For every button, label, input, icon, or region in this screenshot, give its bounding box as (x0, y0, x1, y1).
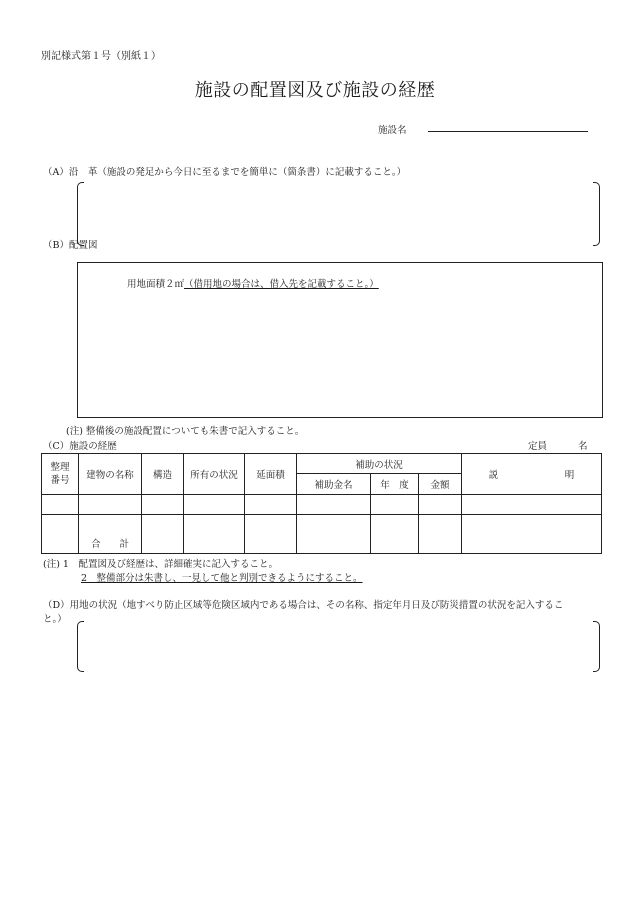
table-cell[interactable] (79, 495, 142, 515)
land-area-note: （借用地の場合は、借入先を記載すること。） (184, 279, 379, 290)
table-cell[interactable] (297, 515, 371, 554)
table-row (42, 495, 602, 515)
section-b-note: (注) 整備後の施設配置についても朱書で記入すること。 (66, 426, 305, 437)
header-description: 説 明 (462, 454, 602, 495)
right-bracket (593, 621, 600, 672)
table-cell[interactable] (297, 495, 371, 515)
table-cell[interactable] (42, 515, 79, 554)
right-bracket (593, 182, 600, 246)
left-bracket (77, 621, 84, 672)
table-cell[interactable] (419, 495, 462, 515)
header-floor-area: 延面積 (245, 454, 297, 495)
capacity-label: 定員 (528, 441, 548, 452)
header-fiscal-year: 年 度 (371, 474, 419, 495)
capacity-unit: 名 (578, 441, 588, 452)
section-c-note-2: 2 整備部分は朱書し、一見して他と判別できるようにすること。 (81, 573, 363, 584)
header-ownership: 所有の状況 (184, 454, 245, 495)
table-cell[interactable] (462, 495, 602, 515)
table-cell[interactable] (142, 495, 184, 515)
header-number: 整理 番号 (42, 454, 79, 495)
facility-name-field[interactable] (428, 131, 588, 132)
table-cell[interactable] (371, 515, 419, 554)
table-cell[interactable] (184, 495, 245, 515)
section-a-history-field[interactable] (77, 182, 600, 246)
section-c-label: （C）施設の経歴 (43, 441, 117, 452)
header-subsidy-status: 補助の状況 (297, 454, 462, 474)
table-cell[interactable] (419, 515, 462, 554)
total-label: 合 計 (79, 515, 142, 554)
table-cell[interactable] (371, 495, 419, 515)
section-d-label-line2: と。） (43, 614, 67, 625)
table-row-total (42, 515, 602, 554)
page-title: 施設の配置図及び施設の経歴 (194, 80, 436, 101)
facility-history-table (41, 453, 602, 554)
form-number: 別記様式第１号（別紙１） (41, 51, 161, 62)
table-cell[interactable] (42, 495, 79, 515)
section-a-label: （A）沿 革（施設の発足から今日に至るまでを簡単に（箇条書）に記載すること。） (43, 167, 407, 178)
table-cell[interactable] (184, 515, 245, 554)
header-structure: 構造 (142, 454, 184, 495)
section-c-note-1: (注) 1 配置図及び経歴は、詳細確実に記入すること。 (43, 559, 278, 570)
header-building-name: 建物の名称 (79, 454, 142, 495)
table-cell[interactable] (245, 495, 297, 515)
table-cell[interactable] (245, 515, 297, 554)
section-d-land-field[interactable] (77, 621, 600, 672)
section-d-label-line1: （D）用地の状況（地すべり防止区域等危険区域内である場合は、その名称、指定年月日及び防災措置の状況を記入するこ (43, 600, 564, 611)
land-area-line (127, 276, 379, 290)
header-amount: 金額 (419, 474, 462, 495)
section-b-label: （B）配置図 (43, 240, 98, 251)
table-cell[interactable] (462, 515, 602, 554)
land-area-label: 用地面積２㎡ (127, 279, 185, 290)
table-cell[interactable] (142, 515, 184, 554)
header-subsidy-name: 補助金名 (297, 474, 371, 495)
facility-name-label: 施設名 (378, 125, 407, 136)
